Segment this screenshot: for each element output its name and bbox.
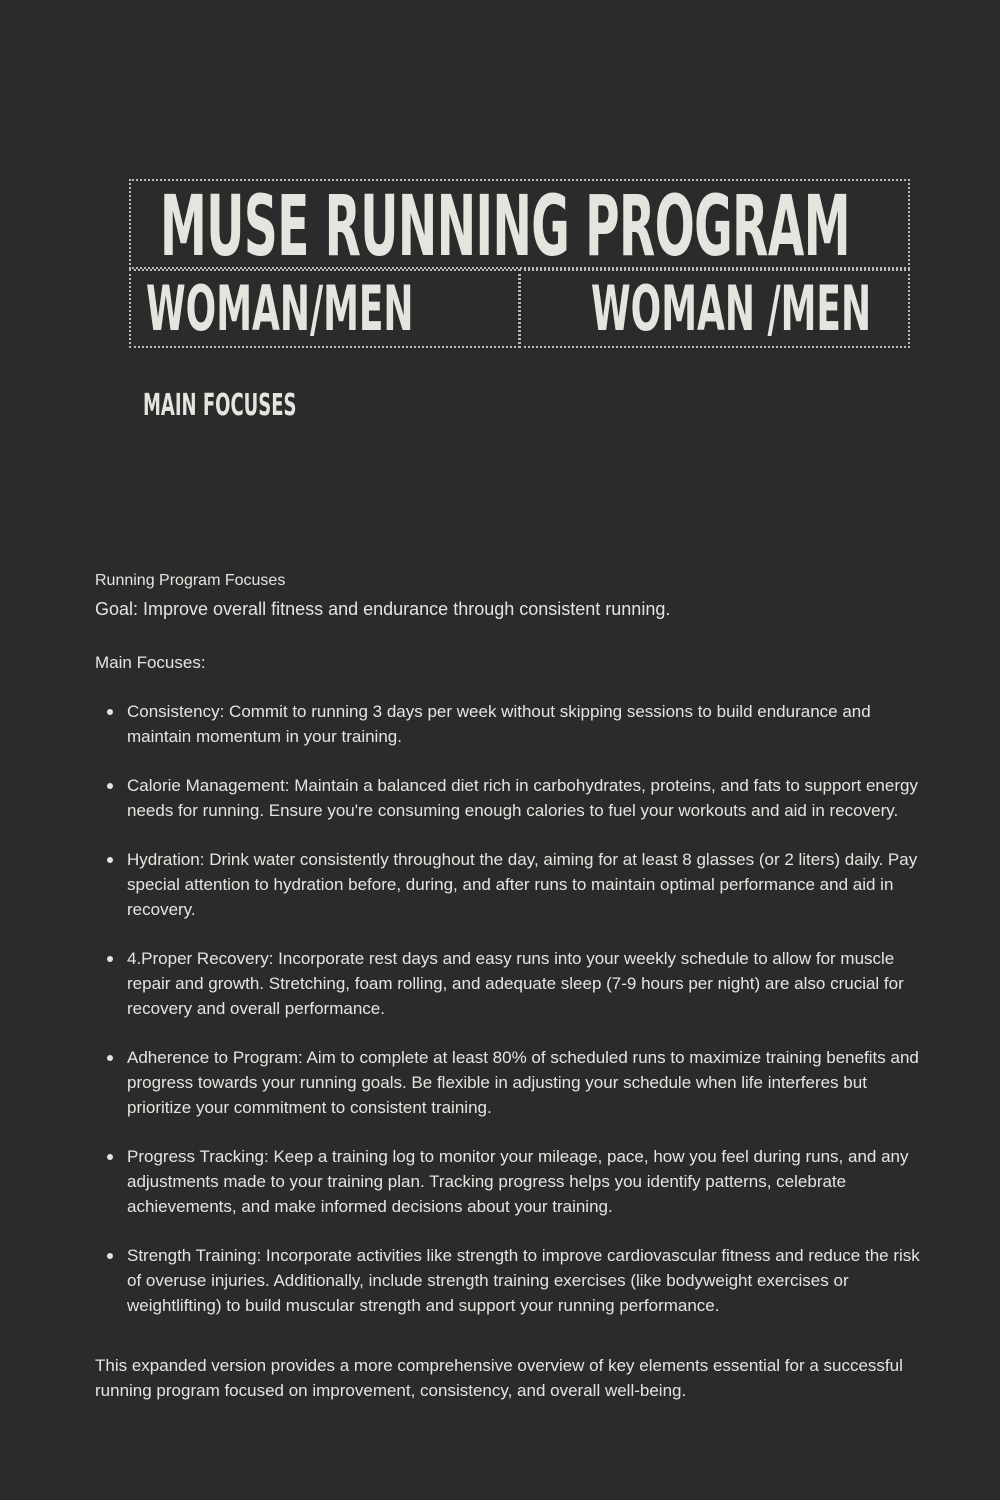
list-item: Consistency: Commit to running 3 days per week without skipping sessions to build endurance and maintain momentum in your training. [127,699,930,749]
list-item: Adherence to Program: Aim to complete at least 80% of scheduled runs to maximize training benefits and progress towards your running goals. Be flexible in adjusting your schedule when life interferes but prioritize your commitment to consistent training. [127,1045,930,1120]
subtitle-right: WOMAN /MEN [591,272,872,345]
content-small-title: Running Program Focuses [95,572,286,589]
main-focuses-label: Main Focuses: [95,653,206,672]
section-heading: MAIN FOCUSES [143,388,297,423]
page-title: MUSE RUNNING PROGRAM [160,177,850,275]
list-item: 4.Proper Recovery: Incorporate rest days and easy runs into your weekly schedule to allow for muscle repair and growth. Stretching, foam rolling, and adequate sleep (7-9 hours per night) are also crucial for recovery and overall performance. [127,946,930,1021]
list-item: Calorie Management: Maintain a balanced diet rich in carbohydrates, proteins, and fats to support energy needs for running. Ensure you're consuming enough calories to fuel your workouts and aid in recovery. [127,773,930,823]
content-body [95,568,930,1403]
closing-text: This expanded version provides a more comprehensive overview of key elements essential for a successful running program focused on improvement, consistency, and overall well-being. [95,1356,903,1400]
list-item: Strength Training: Incorporate activities like strength to improve cardiovascular fitness and reduce the risk of overuse injuries. Additionally, include strength training exercises (like bodyweight exercises or weightlifting) to build muscular strength and support your running performance. [127,1243,930,1318]
list-item: Hydration: Drink water consistently throughout the day, aiming for at least 8 glasses (or 2 liters) daily. Pay special attention to hydration before, during, and after runs to maintain optimal performance and aid in recovery. [127,847,930,922]
focus-list [95,699,930,1318]
subtitle-left: WOMAN/MEN [146,272,414,345]
goal-text: Goal: Improve overall fitness and endurance through consistent running. [95,599,671,619]
list-item: Progress Tracking: Keep a training log to monitor your mileage, pace, how you feel during runs, and any adjustments made to your training plan. Tracking progress helps you identify patterns, celebrate achievements, and make informed decisions about your training. [127,1144,930,1219]
